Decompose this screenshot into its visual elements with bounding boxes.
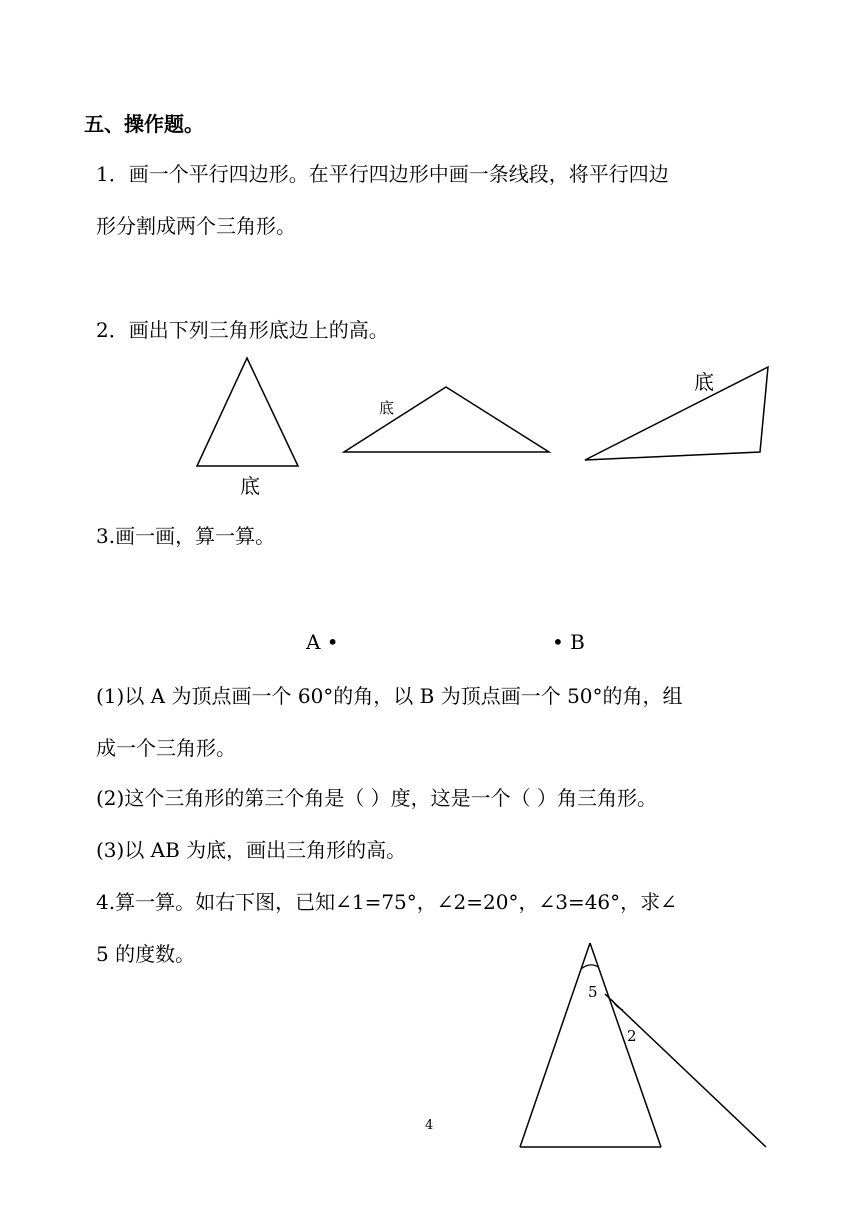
base-label-2: 底 [379, 399, 395, 417]
q1-line1: 1．画一个平行四边形。在平行四边形中画一条线段，将平行四边 [96, 162, 669, 186]
triangle-1 [197, 358, 298, 466]
page-number: 4 [425, 1118, 434, 1133]
q4-line2: 5 的度数。 [96, 942, 196, 966]
base-label-3: 底 [694, 370, 714, 394]
q4-line1: 4.算一算。如右下图，已知∠1=75°，∠2=20°，∠3=46°，求∠ [96, 890, 677, 914]
triangle-2 [344, 387, 549, 452]
q3-text: 3.画一画，算一算。 [96, 524, 276, 548]
q2-text: 2．画出下列三角形底边上的高。 [96, 318, 389, 342]
q3-sub3: (3)以 AB 为底，画出三角形的高。 [96, 838, 407, 862]
q3-sub1-line2: 成一个三角形。 [96, 736, 236, 760]
q4-figure [520, 943, 766, 1147]
point-a-label: A • [306, 630, 339, 654]
base-label-1: 底 [240, 474, 260, 498]
point-b-label: • B [552, 630, 585, 654]
section-title: 五、操作题。 [84, 112, 204, 136]
q3-sub2: (2)这个三角形的第三个角是（ ）度，这是一个（ ）角三角形。 [96, 786, 658, 810]
q1-line2: 形分割成两个三角形。 [96, 214, 296, 238]
triangle-3 [585, 367, 768, 460]
angle-label-2: 2 [627, 1027, 637, 1045]
angle-label-5: 5 [588, 983, 598, 1001]
q3-sub1-line1: (1)以 A 为顶点画一个 60°的角，以 B 为顶点画一个 50°的角，组 [96, 684, 683, 708]
